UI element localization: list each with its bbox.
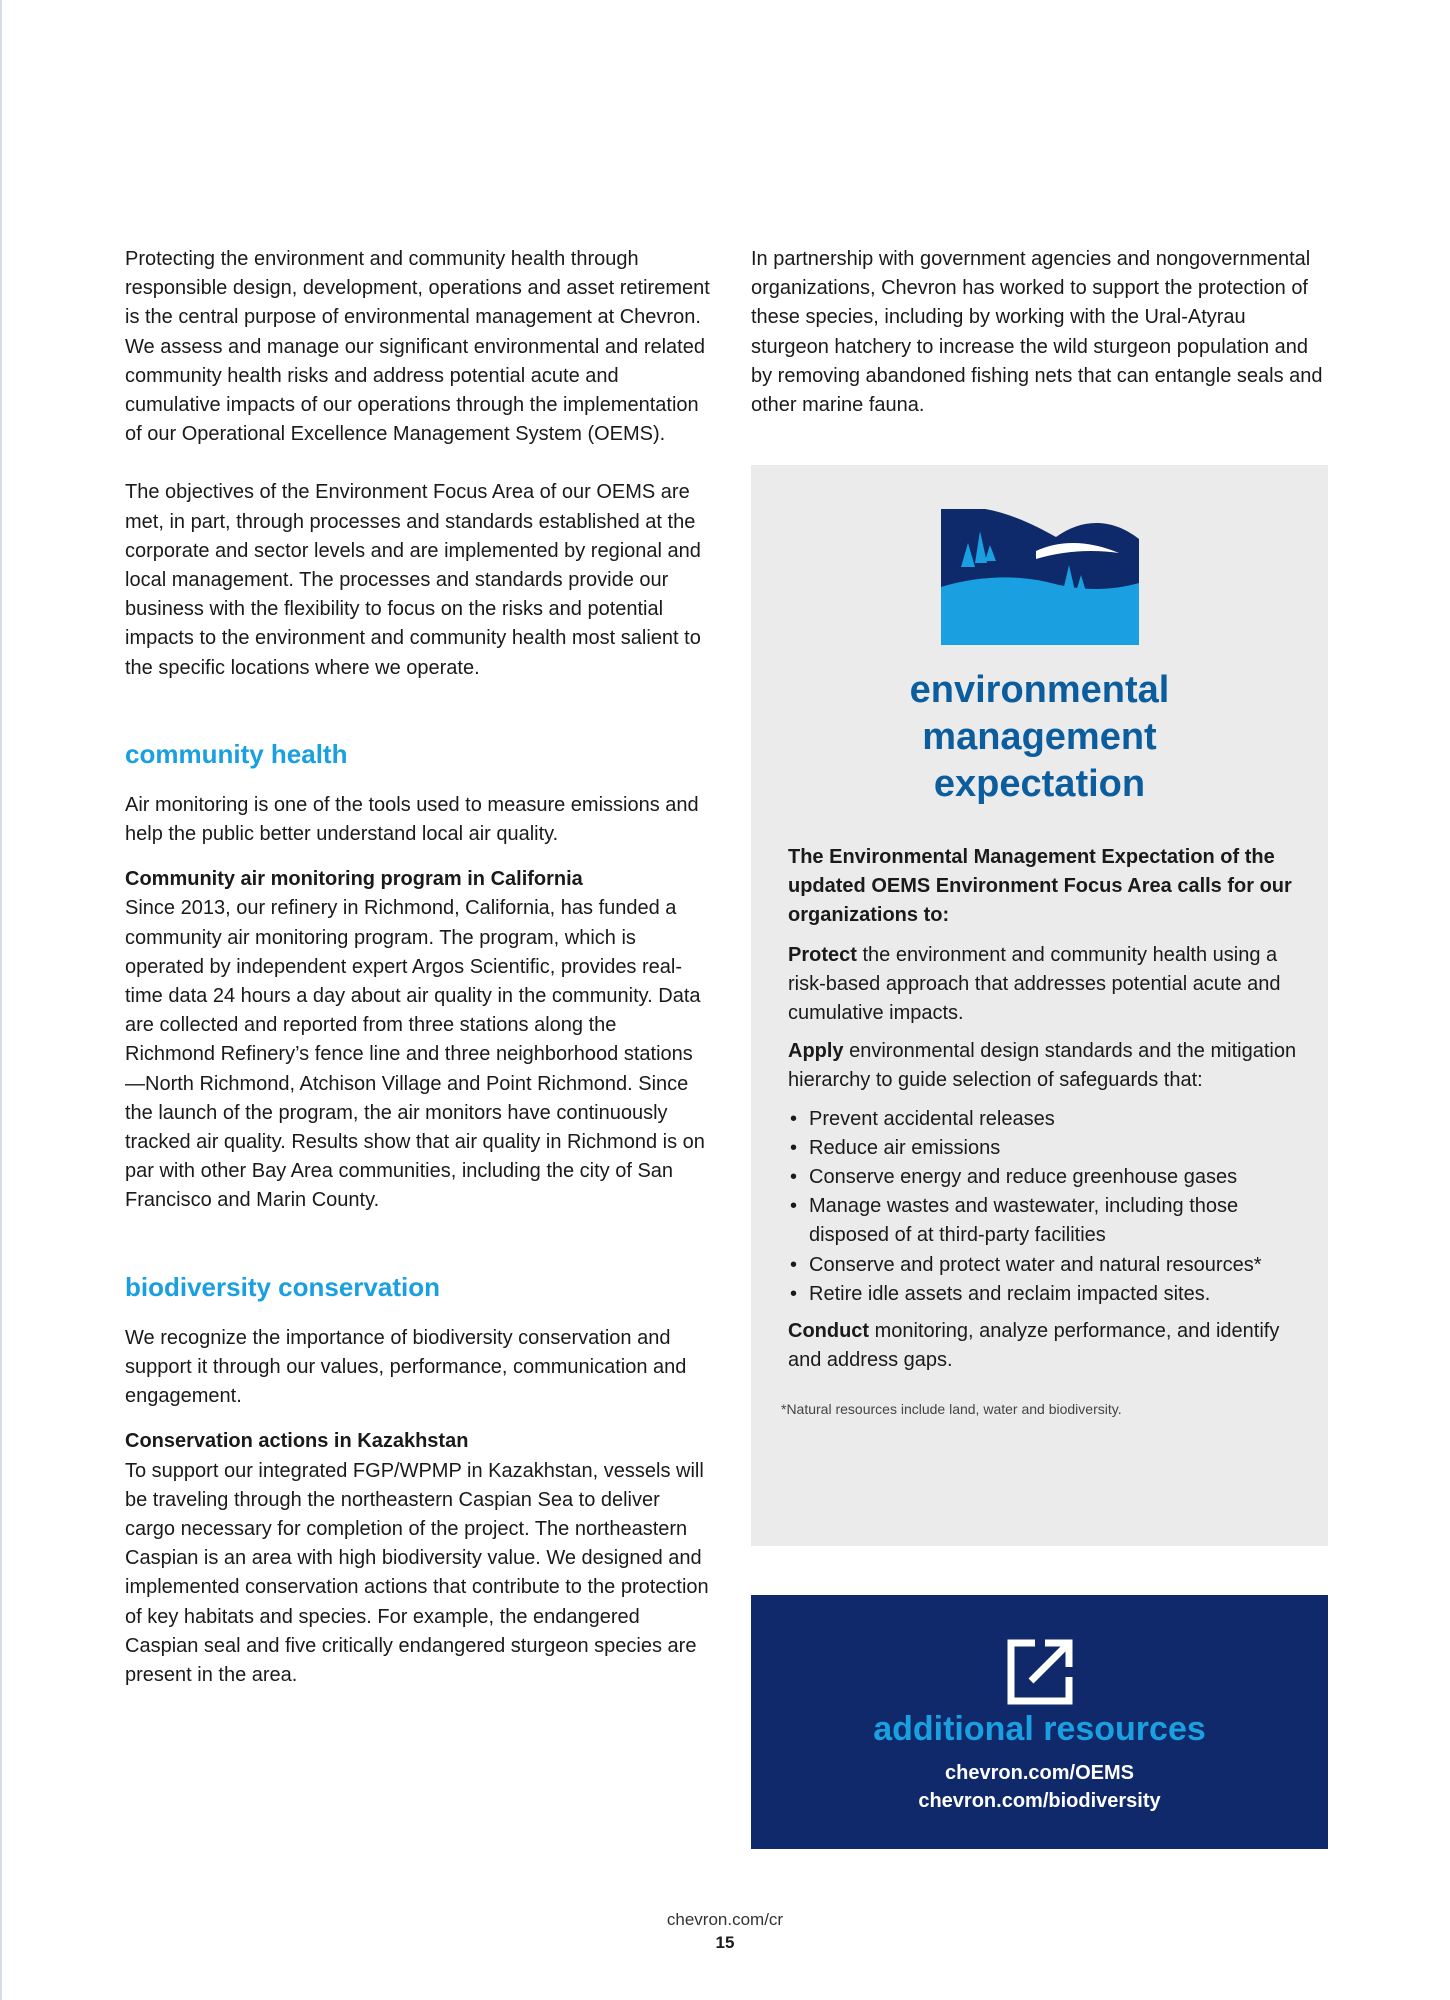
expectation-title — [751, 667, 1328, 808]
apply-text: environmental design standards and the mitigation hierarchy to guide selection of safeguards that: — [788, 1040, 1297, 1092]
conduct-paragraph — [788, 1317, 1298, 1375]
page-number: 15 — [715, 1933, 735, 1952]
expectation-panel — [751, 465, 1328, 1546]
apply-bold: Apply — [788, 1040, 844, 1063]
left-column — [125, 245, 710, 1690]
expectation-title-line: management — [922, 716, 1157, 758]
safeguards-list — [788, 1105, 1298, 1309]
oems-link[interactable]: chevron.com/OEMS — [945, 1762, 1134, 1784]
footer-url: chevron.com/cr — [666, 1910, 784, 1929]
expectation-title-line: environmental — [909, 669, 1170, 711]
list-item: • Reduce air emissions — [788, 1134, 1298, 1163]
landscape-icon — [941, 509, 1139, 645]
list-item: • Conserve and protect water and natural resources* — [788, 1251, 1298, 1280]
kazakhstan-subheading: Conservation actions in Kazakhstan — [125, 1430, 469, 1453]
community-health-heading: community health — [125, 738, 348, 769]
page-edge-rule — [0, 0, 2, 2000]
biodiversity-paragraph: We recognize the importance of biodiversity conservation and support it through our values, performance, communication and engagement. — [125, 1326, 687, 1408]
apply-paragraph — [788, 1037, 1298, 1095]
kazakhstan-paragraph: To support our integrated FGP/WPMP in Kazakhstan, vessels will be traveling through the northeastern Caspian Sea to deliver cargo necessary for completion of the project. The northeastern Caspian is an area with high biodiversity value. We designed and implemented conservation actions that contribute to the protection of key habitats and species. For example, the endangered Caspian seal and five critically endangered sturgeon species are present in the area. — [125, 1459, 709, 1686]
right-column — [751, 245, 1328, 420]
list-item: • Retire idle assets and reclaim impacted sites. — [788, 1280, 1298, 1309]
resources-title: additional resources — [873, 1710, 1206, 1748]
protect-paragraph — [788, 941, 1298, 1029]
community-health-paragraph: Air monitoring is one of the tools used to measure emissions and help the public better understand local air quality. — [125, 793, 699, 846]
biodiversity-heading: biodiversity conservation — [125, 1271, 440, 1302]
conduct-bold: Conduct — [788, 1320, 870, 1343]
list-item: • Conserve energy and reduce greenhouse gases — [788, 1163, 1298, 1192]
expectation-lead: The Environmental Management Expectation of the updated OEMS Environment Focus Area calls for our organizations to: — [788, 846, 1292, 927]
air-monitoring-subheading: Community air monitoring program in California — [125, 868, 583, 891]
intro-paragraph-1: Protecting the environment and community health through responsible design, development, operations and asset retirement is the central purpose of environmental management at Chevron. We assess and manage our significant environmental and related community health risks and address potential acute and cumulative impacts of our operations through the implementation of our Operational Excellence Management System (OEMS). — [125, 248, 710, 446]
partnership-paragraph: In partnership with government agencies and nongovernmental organizations, Chevron has worked to support the protection of these species, including by working with the Ural-Atyrau sturgeon hatchery to increase the wild sturgeon population and by removing abandoned fishing nets that can entangle seals and other marine fauna. — [751, 248, 1323, 417]
conduct-text: monitoring, analyze performance, and identify and address gaps. — [788, 1320, 1280, 1372]
external-link-icon — [1005, 1637, 1075, 1707]
footnote: *Natural resources include land, water and biodiversity. — [781, 1401, 1122, 1418]
expectation-title-line: expectation — [933, 763, 1146, 805]
protect-bold: Protect — [788, 943, 857, 966]
resources-panel — [751, 1595, 1328, 1849]
biodiversity-link[interactable]: chevron.com/biodiversity — [918, 1790, 1161, 1812]
protect-text: the environment and community health using a risk-based approach that addresses potential acute and cumulative impacts. — [788, 943, 1281, 1025]
air-monitoring-paragraph: Since 2013, our refinery in Richmond, California, has funded a community air monitoring program. The program, which is operated by independent expert Argos Scientific, provides real-time data 24 hours a day about air quality in the community. Data are collected and reported from three stations along the Richmond Refinery’s fence line and three neighborhood stations—North Richmond, Atchison Village and Point Richmond. Since the launch of the program, the air monitors have continuously tracked air quality. Results show that air quality in Richmond is on par with other Bay Area communities, including the city of San Francisco and Marin County. — [125, 897, 705, 1212]
list-item: • Prevent accidental releases — [788, 1105, 1298, 1134]
list-item: • Manage wastes and wastewater, including those disposed of at third-party facilities — [788, 1192, 1298, 1250]
expectation-body — [781, 843, 1298, 1418]
intro-paragraph-2: The objectives of the Environment Focus Area of our OEMS are met, in part, through processes and standards established at the corporate and sector levels and are implemented by regional and local management. The processes and standards provide our business with the flexibility to focus on the risks and potential impacts to the environment and community health most salient to the specific locations where we operate. — [125, 481, 701, 679]
